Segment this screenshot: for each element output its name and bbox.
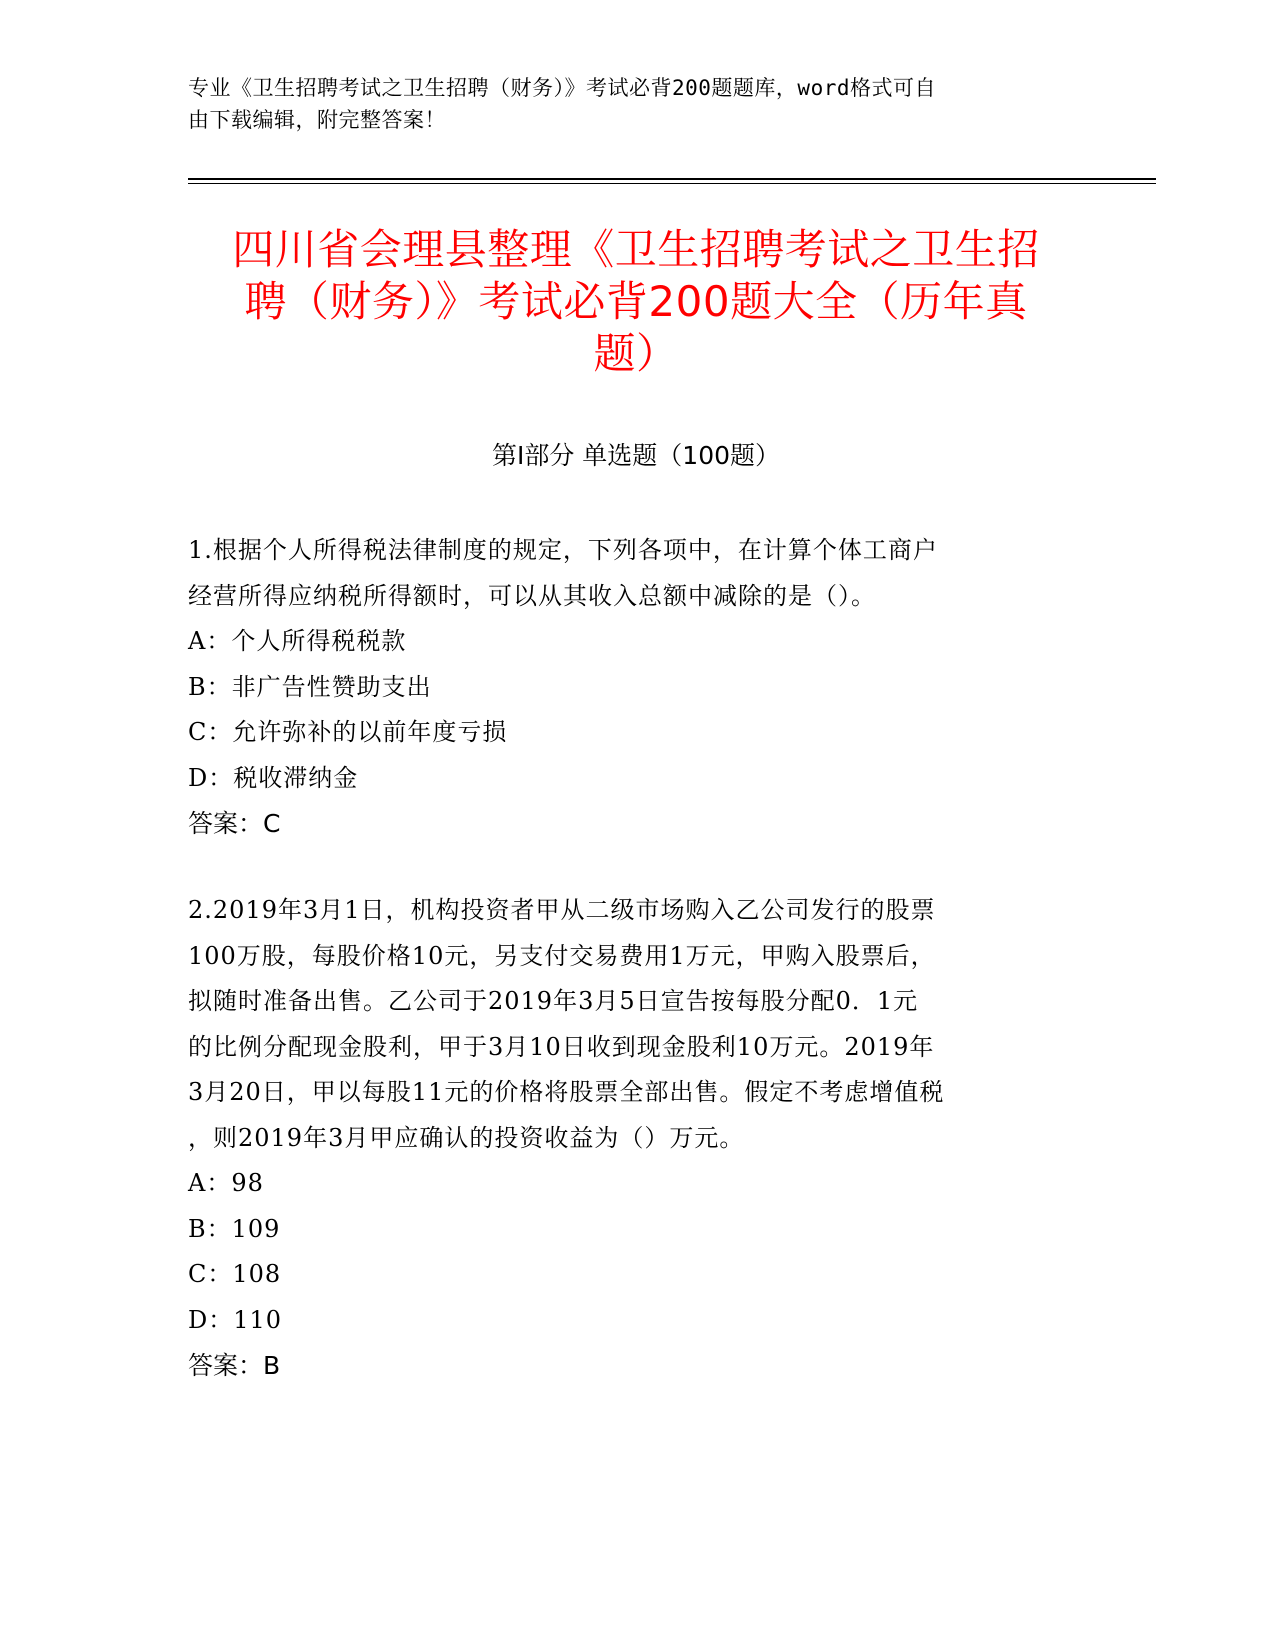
header-note-line: 由下载编辑，附完整答案！ <box>188 108 446 132</box>
question-stem-line: 1.根据个人所得税法律制度的规定，下列各项中，在计算个体工商户 <box>188 536 938 564</box>
title-line: 四川省会理县整理《卫生招聘考试之卫生招 <box>232 225 1040 274</box>
question-stem-line: ，则2019年3月甲应确认的投资收益为（）万元。 <box>188 1123 745 1152</box>
header-note-line: 专业《卫生招聘考试之卫生招聘（财务）》考试必背200题题库，word格式可自 <box>188 76 936 100</box>
option-d: D：税收滞纳金 <box>188 763 359 792</box>
header-divider-thick <box>188 178 1156 180</box>
option-a: A：98 <box>188 1169 264 1197</box>
option-d: D：110 <box>188 1305 283 1334</box>
question-stem-line: 经营所得应纳税所得额时，可以从其收入总额中减除的是（）。 <box>188 581 876 610</box>
answer-line: 答案：C <box>188 809 281 838</box>
question-stem-line: 的比例分配现金股利，甲于3月10日收到现金股利10万元。2019年 <box>188 1032 935 1061</box>
question-stem-line: 拟随时准备出售。乙公司于2019年3月5日宣告按每股分配0．1元 <box>188 987 919 1015</box>
option-b: B：109 <box>188 1214 281 1243</box>
document-title <box>188 224 1084 380</box>
question-block <box>188 888 1088 1389</box>
question-stem-line: 3月20日，甲以每股11元的价格将股票全部出售。假定不考虑增值税 <box>188 1078 945 1106</box>
question-stem-line: 2.2019年3月1日，机构投资者甲从二级市场购入乙公司发行的股票 <box>188 896 936 924</box>
title-line: 题） <box>593 329 679 378</box>
question-stem-line: 100万股，每股价格10元，另支付交易费用1万元，甲购入股票后， <box>188 941 936 970</box>
answer-line: 答案：B <box>188 1351 281 1380</box>
header-note <box>188 72 1068 136</box>
title-line: 聘（财务）》考试必背200题大全（历年真 <box>244 277 1028 326</box>
option-c: C：108 <box>188 1260 282 1288</box>
question-block <box>188 528 1088 847</box>
option-b: B：非广告性赞助支出 <box>188 672 432 701</box>
section-heading: 第I部分 单选题（100题） <box>491 441 781 470</box>
option-c: C：允许弥补的以前年度亏损 <box>188 718 508 746</box>
header-divider-thin <box>188 183 1156 184</box>
option-a: A：个人所得税税款 <box>188 627 407 655</box>
